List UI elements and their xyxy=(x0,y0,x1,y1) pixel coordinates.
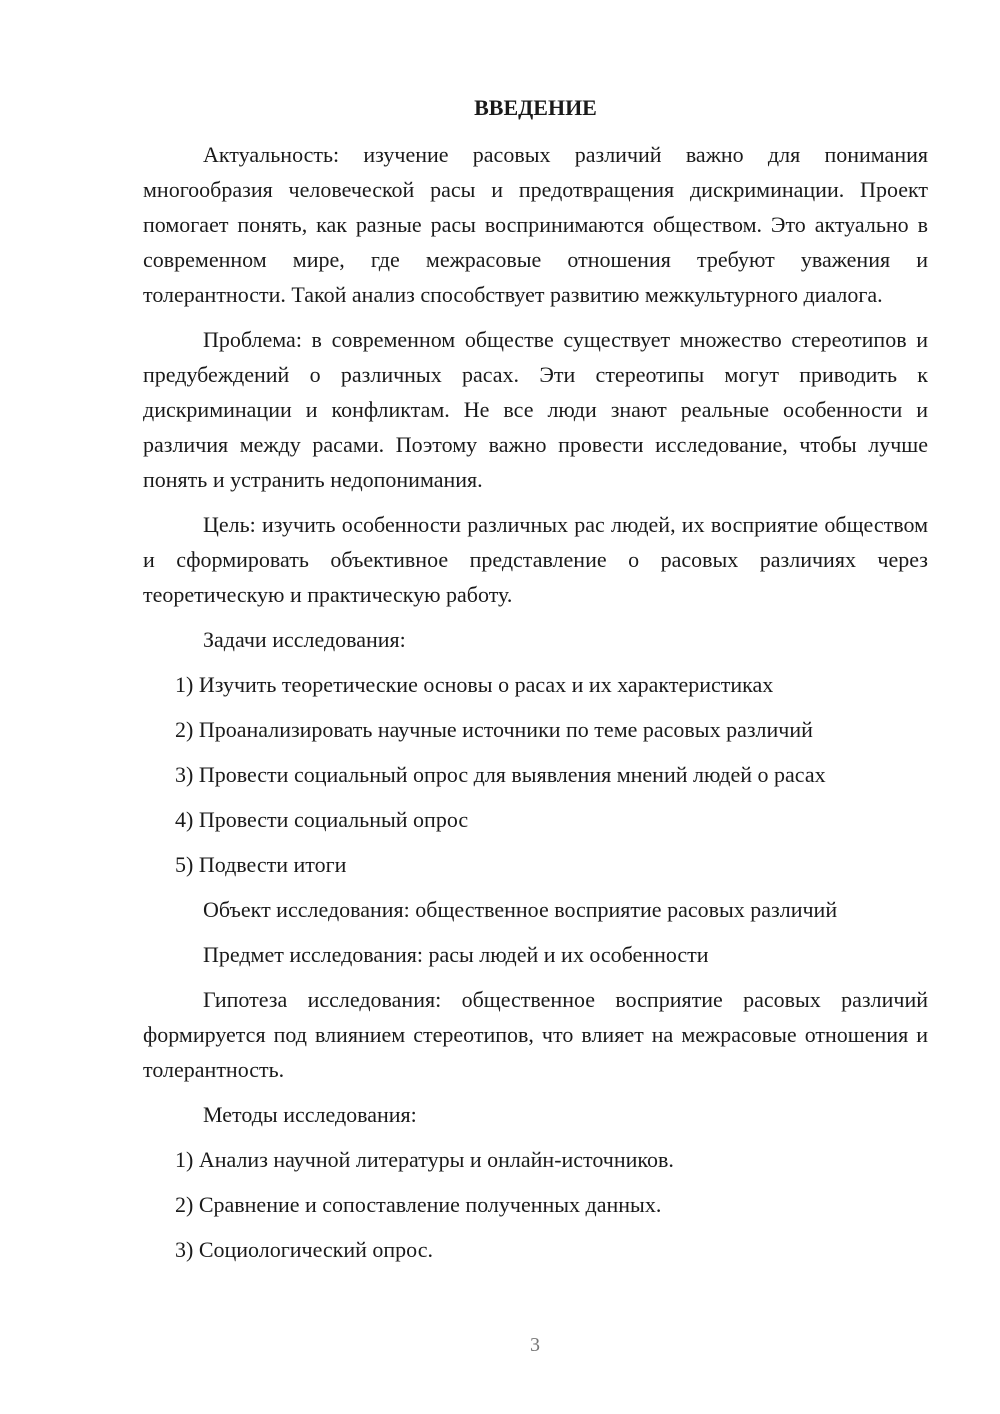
research-object: Объект исследования: общественное восприятие расовых различий xyxy=(203,897,838,922)
task-item: 5) Подвести итоги xyxy=(175,852,347,877)
document-page xyxy=(143,95,928,1277)
method-item: 1) Анализ научной литературы и онлайн-источников. xyxy=(175,1147,674,1172)
problem-paragraph: Проблема: в современном обществе существует множество стереотипов и предубеждений о различных расах. Эти стереотипы могут приводить к дискриминации и конфликтам. Не все люди знают реальные особенности и различия между расами. Поэтому важно провести исследование, чтобы лучше понять и устранить недопонимания. xyxy=(143,327,928,492)
page-number: 3 xyxy=(530,1334,540,1356)
task-item: 2) Проанализировать научные источники по теме расовых различий xyxy=(175,717,813,742)
methods-heading: Методы исследования: xyxy=(203,1102,417,1127)
task-item: 1) Изучить теоретические основы о расах и их характеристиках xyxy=(175,672,774,697)
hypothesis-paragraph: Гипотеза исследования: общественное восприятие расовых различий формируется под влиянием стереотипов, что влияет на межрасовые отношения и толерантность. xyxy=(143,987,928,1082)
research-subject: Предмет исследования: расы людей и их особенности xyxy=(203,942,709,967)
tasks-heading: Задачи исследования: xyxy=(203,627,406,652)
goal-paragraph: Цель: изучить особенности различных рас людей, их восприятие обществом и сформировать объективное представление о расовых различиях через теоретическую и практическую работу. xyxy=(143,512,928,607)
task-item: 3) Провести социальный опрос для выявления мнений людей о расах xyxy=(175,762,826,787)
method-item: 2) Сравнение и сопоставление полученных данных. xyxy=(175,1192,662,1217)
method-item: 3) Социологический опрос. xyxy=(175,1237,433,1262)
relevance-paragraph: Актуальность: изучение расовых различий важно для понимания многообразия человеческой расы и предотвращения дискриминации. Проект помогает понять, как разные расы воспринимаются обществом. Это актуально в современном мире, где межрасовые отношения требуют уважения и толерантности. Такой анализ способствует развитию межкультурного диалога. xyxy=(143,142,928,307)
task-item: 4) Провести социальный опрос xyxy=(175,807,469,832)
page-title: ВВЕДЕНИЕ xyxy=(474,95,597,120)
